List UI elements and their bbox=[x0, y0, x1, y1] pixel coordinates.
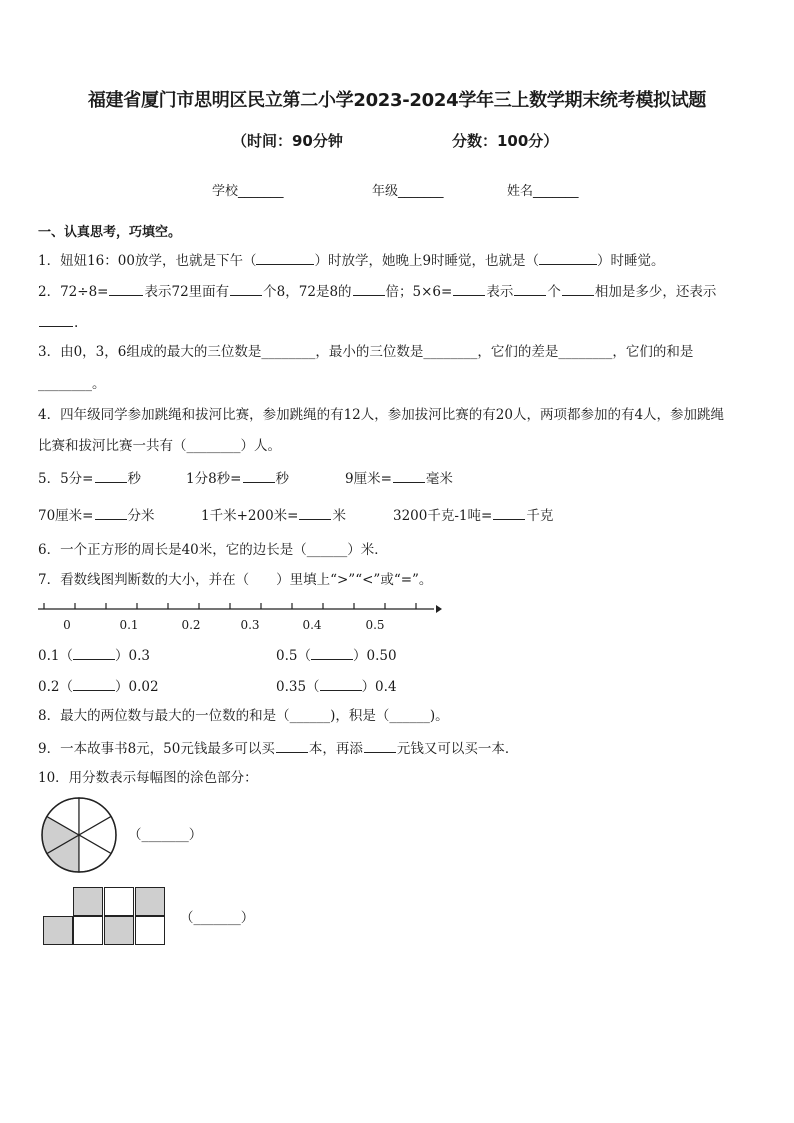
name-field[interactable]: 姓名_______ bbox=[507, 184, 579, 199]
q9-blank-2[interactable] bbox=[364, 738, 396, 753]
exam-score: 分数：100分） bbox=[452, 132, 559, 150]
question-3: 3．由0，3，6组成的最大的三位数是________，最小的三位数是________，它们的差是________，它们的和是 bbox=[38, 344, 694, 360]
fraction-circle bbox=[40, 796, 120, 880]
question-6: 6．一个正方形的周长是40米，它的边长是（______）米． bbox=[38, 542, 388, 558]
tick-label: 0.5 bbox=[365, 618, 385, 632]
q5-item-3: 9厘米= 毫米 bbox=[345, 468, 453, 488]
arrow-right-icon bbox=[436, 605, 442, 613]
q5-item-5: 1千米+200米= 米 bbox=[201, 505, 346, 525]
q2-blank-6[interactable] bbox=[562, 281, 594, 296]
q5-blank-6[interactable] bbox=[493, 505, 525, 520]
q2-text-c: 个8，72是8的 bbox=[263, 284, 352, 300]
grid-cell-shaded bbox=[73, 887, 103, 916]
q1-text-c: ）时睡觉。 bbox=[597, 253, 665, 269]
question-3-cont: ________。 bbox=[38, 376, 106, 392]
q7-compare-1: 0.1（ ）0.3 bbox=[38, 645, 150, 665]
q7-compare-4: 0.35（ ）0.4 bbox=[276, 676, 397, 696]
exam-subtitle bbox=[0, 130, 794, 150]
q5-item-1: 5．5分= 秒 bbox=[38, 468, 141, 488]
q5-blank-1[interactable] bbox=[95, 468, 127, 483]
grid-cell bbox=[135, 916, 165, 945]
q2-text-b: 表示72里面有 bbox=[144, 284, 230, 300]
q5-blank-2[interactable] bbox=[243, 468, 275, 483]
school-field[interactable]: 学校_______ bbox=[212, 184, 284, 199]
q2-text-d: 倍；5×6= bbox=[385, 284, 453, 300]
q2-text-f: 个 bbox=[547, 284, 561, 300]
grid-cell bbox=[73, 916, 103, 945]
q2-text-h: . bbox=[74, 315, 79, 331]
q1-blank-2[interactable] bbox=[539, 250, 597, 265]
q2-text-g: 相加是多少，还表示 bbox=[594, 284, 717, 300]
q7-blank-3[interactable] bbox=[73, 676, 115, 691]
tick-label: 0.4 bbox=[302, 618, 322, 632]
q2-blank-1[interactable] bbox=[109, 281, 143, 296]
question-1 bbox=[38, 250, 665, 270]
q10-answer-2[interactable]: （_______） bbox=[180, 910, 255, 926]
q7-blank-2[interactable] bbox=[311, 645, 353, 660]
page-title: 福建省厦门市思明区民立第二小学2023-2024学年三上数学期末统考模拟试题 bbox=[87, 90, 707, 111]
q2-blank-3[interactable] bbox=[353, 281, 385, 296]
question-2 bbox=[38, 281, 716, 301]
q2-blank-5[interactable] bbox=[514, 281, 546, 296]
q5-blank-5[interactable] bbox=[299, 505, 331, 520]
q1-blank-1[interactable] bbox=[256, 250, 314, 265]
q7-blank-1[interactable] bbox=[73, 645, 115, 660]
tick-label: 0 bbox=[63, 618, 71, 632]
q2-blank-4[interactable] bbox=[453, 281, 485, 296]
q2-text-e: 表示 bbox=[486, 284, 514, 300]
q1-text-b: ）时放学，她晚上9时睡觉，也就是（ bbox=[314, 253, 540, 269]
question-7: 7．看数线图判断数的大小，并在（ ）里填上“>”“<”或“=”。 bbox=[38, 572, 433, 588]
q7-compare-3: 0.2（ ）0.02 bbox=[38, 676, 159, 696]
tick-label: 0.1 bbox=[119, 618, 139, 632]
q7-compare-2: 0.5（ ）0.50 bbox=[276, 645, 397, 665]
question-8: 8．最大的两位数与最大的一位数的和是（______)，积是（______)。 bbox=[38, 708, 449, 724]
tick-label: 0.3 bbox=[240, 618, 260, 632]
q5-item-6: 3200千克-1吨= 千克 bbox=[393, 505, 553, 525]
q9-blank-1[interactable] bbox=[276, 738, 308, 753]
grid-cell bbox=[104, 887, 134, 916]
exam-time: （时间：90分钟 bbox=[232, 132, 343, 150]
question-10: 10．用分数表示每幅图的涂色部分： bbox=[38, 770, 258, 786]
number-line bbox=[38, 598, 448, 638]
grid-cell-shaded bbox=[135, 887, 165, 916]
q5-item-2: 1分8秒= 秒 bbox=[186, 468, 289, 488]
circle-figure bbox=[40, 796, 120, 876]
q2-blank-7[interactable] bbox=[39, 312, 73, 327]
q5-blank-4[interactable] bbox=[95, 505, 127, 520]
q10-answer-1[interactable]: （_______） bbox=[128, 827, 203, 843]
q7-blank-4[interactable] bbox=[320, 676, 362, 691]
tick-label: 0.2 bbox=[181, 618, 201, 632]
question-4: 4．四年级同学参加跳绳和拔河比赛，参加跳绳的有12人，参加拔河比赛的有20人，两项都参加的有4人，参加跳绳 bbox=[38, 407, 725, 423]
grid-cell-shaded bbox=[104, 916, 134, 945]
question-4-cont: 比赛和拔河比赛一共有（________）人。 bbox=[38, 438, 281, 454]
q2-blank-2[interactable] bbox=[230, 281, 262, 296]
student-info bbox=[0, 180, 794, 200]
section-heading: 一、认真思考，巧填空。 bbox=[38, 225, 182, 240]
q5-blank-3[interactable] bbox=[393, 468, 425, 483]
grade-field[interactable]: 年级_______ bbox=[372, 184, 444, 199]
number-line-axis bbox=[38, 598, 448, 618]
question-2-cont bbox=[38, 312, 78, 332]
q1-text-a: 1．妞妞16：00放学，也就是下午（ bbox=[38, 253, 257, 269]
q5-item-4: 70厘米= 分米 bbox=[38, 505, 155, 525]
grid-cell-shaded bbox=[43, 916, 73, 945]
question-9: 9．一本故事书8元，50元钱最多可以买 本，再添 元钱又可以买一本． bbox=[38, 738, 518, 758]
q2-text-a: 2．72÷8= bbox=[38, 284, 109, 300]
